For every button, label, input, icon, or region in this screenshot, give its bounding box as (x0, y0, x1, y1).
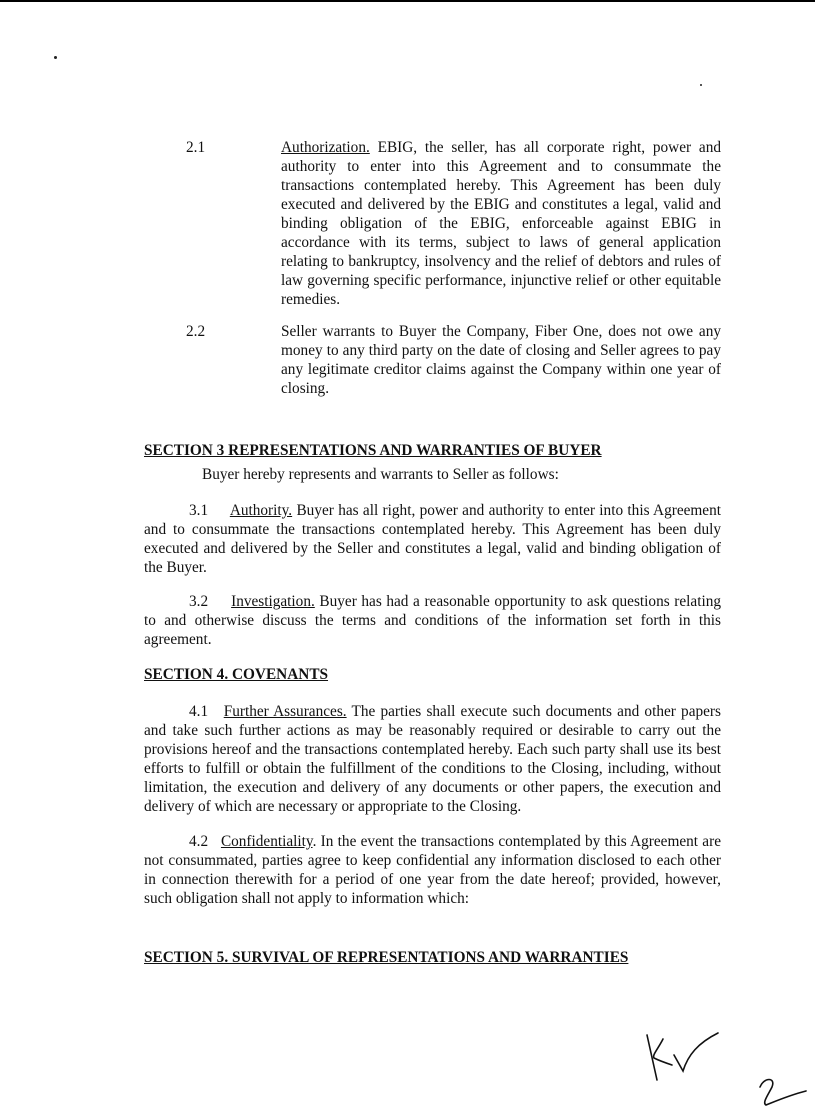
clause-title: Confidentiality (220, 833, 313, 850)
section-3-heading: SECTION 3 REPRESENTATIONS AND WARRANTIES OF BUYER (144, 442, 602, 459)
clause-title: Investigation. (231, 593, 315, 610)
top-border-line (0, 0, 815, 2)
section-3-intro: Buyer hereby represents and warrants to Seller as follows: (202, 466, 559, 483)
clause-number: 2.1 (186, 139, 206, 156)
clause-number: 4.2 (189, 833, 209, 850)
scan-speck (54, 56, 57, 59)
clause-body (281, 322, 721, 398)
clause-title: Authorization. (281, 139, 370, 156)
clause-text: Seller warrants to Buyer the Company, Fiber One, does not owe any money to any third party on the date of closing and Seller agrees to pay any legitimate creditor claims against the Company within one year of closing. (281, 323, 721, 397)
clause-number: 3.1 (189, 502, 209, 519)
clause-title: Further Assurances. (223, 703, 347, 720)
clause-number: 3.2 (189, 593, 209, 610)
clause-text: Buyer has all right, power and authority to enter into this Agreement and to consummate the transactions contemplated hereby. This Agreement has been duly executed and delivered by the Seller and constitutes a legal, valid and binding obligation of the Buyer. (144, 502, 721, 576)
clause-text: Buyer has had a reasonable opportunity to ask questions relating to and otherwise discuss the terms and conditions of the information set forth in this agreement. (144, 593, 721, 648)
clause-text: EBIG, the seller, has all corporate right, power and authority to enter into this Agreement and to consummate the transactions contemplated hereby. This Agreement has been duly executed and delivered by the EBIG and constitutes a legal, valid and binding obligation of the EBIG, enforceable against EBIG in accordance with its terms, subject to laws of general application relating to bankruptcy, insolvency and the relief of debtors and rules of law governing specific performance, injunctive relief or other equitable remedies. (281, 139, 721, 308)
clause-text: . In the event the transactions contemplated by this Agreement are not consummated, parties agree to keep confidential any information disclosed to each other in connection therewith for a period of one year from the date hereof; provided, however, such obligation shall not apply to information which: (144, 833, 721, 907)
clause-title: Authority. (229, 502, 293, 519)
clause-number: 4.1 (189, 703, 209, 720)
clause-2-2 (186, 322, 721, 398)
clause-3-1 (144, 501, 721, 577)
clause-4-1 (144, 702, 721, 816)
handwritten-initials-icon (630, 1025, 815, 1106)
section-4-heading: SECTION 4. COVENANTS (144, 666, 329, 683)
clause-3-2 (144, 592, 721, 649)
clause-2-1 (186, 138, 721, 309)
clause-body (281, 138, 721, 309)
scan-speck (700, 84, 702, 86)
clause-text: The parties shall execute such documents and other papers and take such further actions as may be reasonably required or desirable to carry out the provisions hereof and the transactions contemplated hereby. Each such party shall use its best efforts to fulfill or obtain the fulfillment of the conditions to the Closing, including, without limitation, the execution and delivery of any documents or other papers, the execution and delivery of which are necessary or appropriate to the Closing. (144, 703, 721, 815)
section-5-heading: SECTION 5. SURVIVAL OF REPRESENTATIONS AND WARRANTIES (144, 949, 629, 966)
clause-4-2 (144, 832, 721, 908)
clause-number: 2.2 (186, 323, 206, 340)
